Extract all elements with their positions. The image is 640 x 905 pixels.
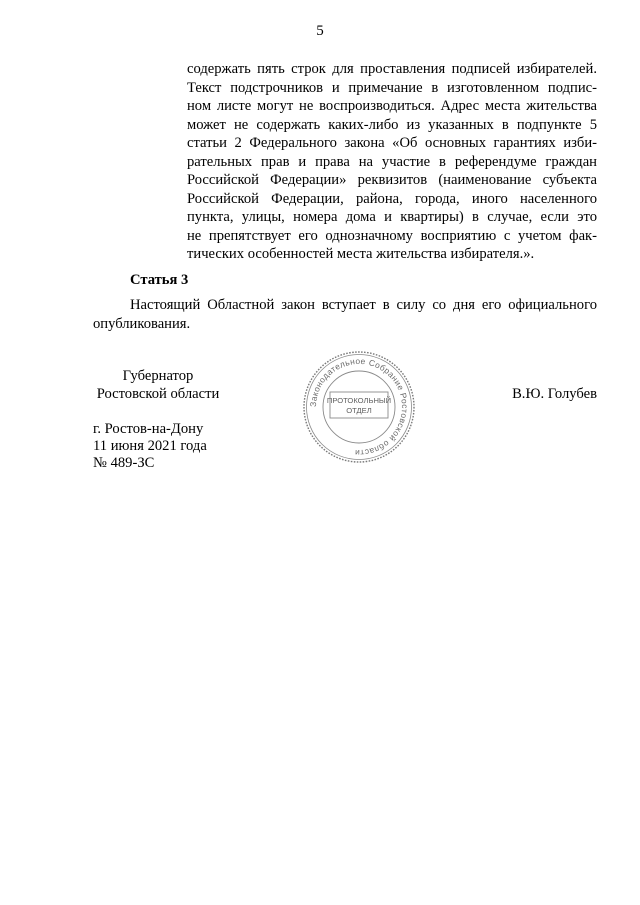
amendment-text-line: тических особенностей места жительства избирателя.». [187,246,535,262]
amendment-text-line: пункта, улицы, номера дома и квартиры) в случае, если это [187,209,597,225]
stamp-center-line-1: ПРОТОКОЛЬНЫЙ [326,396,392,405]
law-number: № 489-ЗС [93,455,155,471]
amendment-text-block [187,60,597,264]
signatory-title [93,367,223,403]
amendment-text-line: Российской Федерации» реквизитов (наименование субъекта [187,172,597,188]
article-3-body [93,296,597,333]
article-3-line: опубликования. [93,315,191,332]
stamp-seal-graphic [302,350,416,464]
amendment-text-line: Текст подстрочников и примечание в изготовленном подпис- [187,79,597,96]
amendment-text-line: статьи 2 Федерального закона «Об основных гарантиях изби- [187,135,597,151]
amendment-text-line: рательных прав и права на участие в референдуме граждан [187,153,597,170]
page-number: 5 [316,23,324,39]
signatory-position: Губернатор [122,368,194,384]
amendment-text-line: Российской Федерации, района, города, иного населенного [187,190,597,207]
article-3-line: Настоящий Областной закон вступает в силу со дня его официального [130,297,597,313]
adoption-city: г. Ростов-на-Дону [93,421,204,437]
signatory-name: В.Ю. Голубев [512,386,597,402]
stamp-ring-text: Законодательное Собрание Ростовской области [307,355,411,459]
adoption-date: 11 июня 2021 года [93,438,207,454]
official-stamp [302,350,416,464]
amendment-text-line: ном листе могут не воспроизводиться. Адрес места жительства [187,98,597,114]
amendment-text-line: не препятствует его однозначному восприятию с учетом фак- [187,227,597,244]
article-3-heading: Статья 3 [130,272,189,288]
stamp-center-line-2: ОТДЕЛ [346,406,372,415]
amendment-text-line: может не содержать каких-либо из указанных в подпункте 5 [187,116,597,133]
place-and-date-block [93,421,207,472]
amendment-text-line: содержать пять строк для проставления подписей избирателей. [187,61,597,77]
signatory-region: Ростовской области [96,386,220,402]
